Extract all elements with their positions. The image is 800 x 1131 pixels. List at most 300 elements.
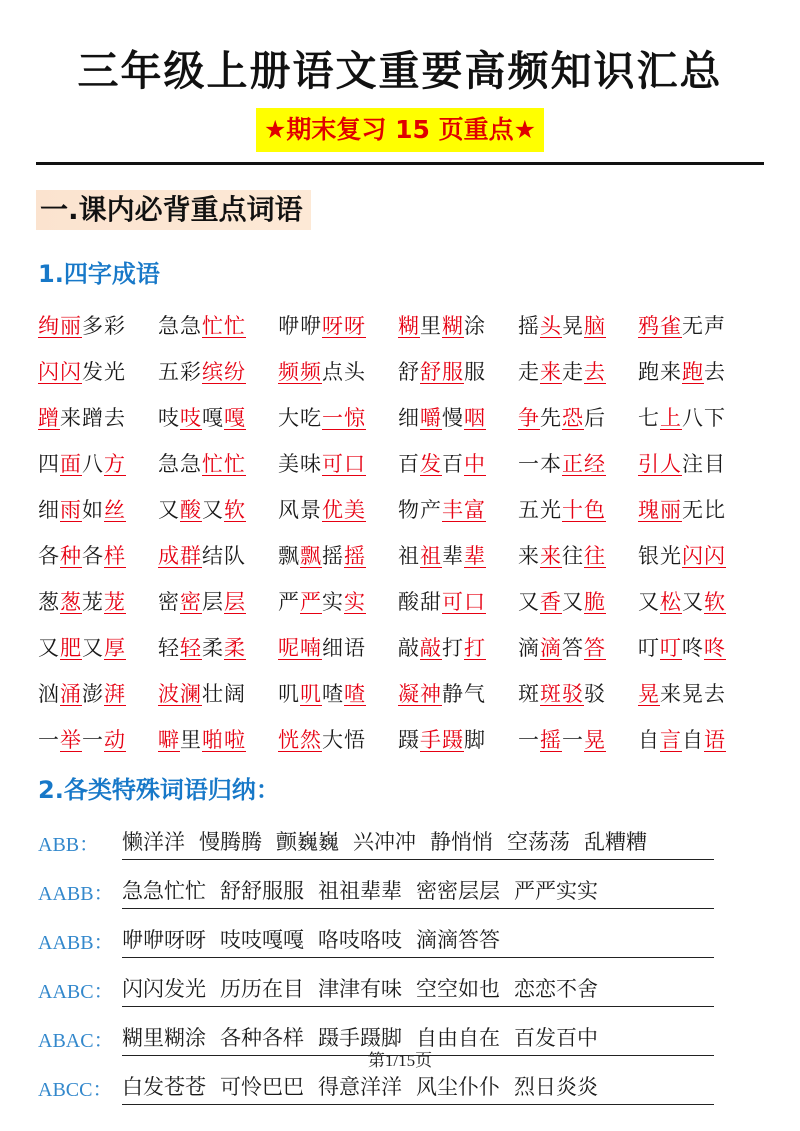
idiom-text: 咚: [682, 636, 704, 660]
idiom: [518, 402, 638, 432]
idiom-highlight: 波澜: [158, 682, 202, 706]
idiom-highlight: 摇: [540, 728, 562, 752]
idiom: [38, 586, 158, 616]
idiom-highlight: 层: [224, 590, 246, 614]
idiom-text: 又: [158, 498, 180, 522]
idiom-highlight: 茏: [104, 590, 126, 614]
idiom-highlight: 吱: [180, 406, 202, 430]
idiom-highlight: 成群: [158, 544, 202, 568]
idiom-highlight: 厚: [104, 636, 126, 660]
idiom-highlight: 噼: [158, 728, 180, 752]
idiom-highlight: 来: [540, 544, 562, 568]
category-word: 舒舒服服: [220, 878, 304, 903]
idiom-grid: [38, 302, 758, 762]
idiom-highlight: 丰富: [442, 498, 486, 522]
idiom-highlight: 飘: [300, 544, 322, 568]
idiom-highlight: 肥: [60, 636, 82, 660]
idiom-text: 走: [562, 360, 584, 384]
idiom-text: 酸甜: [398, 590, 442, 614]
idiom-highlight: 十色: [562, 498, 606, 522]
idiom-highlight: 软: [224, 498, 246, 522]
idiom-text: 来晃去: [660, 682, 726, 706]
category-word: 滴滴答答: [416, 927, 500, 952]
idiom: [38, 310, 158, 340]
category-word: 咿咿呀呀: [122, 927, 206, 952]
idiom-text: 静气: [442, 682, 486, 706]
idiom-text: 五光: [518, 498, 562, 522]
idiom-row: [38, 716, 758, 762]
idiom-text: 急急: [158, 314, 202, 338]
idiom-highlight: 鸦雀: [638, 314, 682, 338]
category-word: 急急忙忙: [122, 878, 206, 903]
idiom: [158, 494, 278, 524]
category-word: 得意洋洋: [318, 1074, 402, 1099]
idiom-text: 飘: [278, 544, 300, 568]
idiom-highlight: 丝: [104, 498, 126, 522]
category-label: ABCC：: [38, 1079, 113, 1101]
idiom-highlight: 湃: [104, 682, 126, 706]
idiom: [38, 540, 158, 570]
idiom-text: 细: [38, 498, 60, 522]
category-word: 津津有味: [318, 976, 402, 1001]
idiom-text: 舒: [398, 360, 420, 384]
idiom-text: 又: [38, 636, 60, 660]
idiom-text: 汹: [38, 682, 60, 706]
idiom-text: 敲: [398, 636, 420, 660]
subtitle: ★期末复习 15 页重点★: [256, 108, 544, 152]
idiom-text: 结队: [202, 544, 246, 568]
idiom: [278, 724, 398, 754]
idiom-text: 葱: [38, 590, 60, 614]
idiom-text: 细: [398, 406, 420, 430]
category-word: 蹑手蹑脚: [318, 1025, 402, 1050]
idiom: [638, 494, 758, 524]
idiom-highlight: 头: [540, 314, 562, 338]
idiom-highlight: 啪啦: [202, 728, 246, 752]
idiom: [398, 310, 518, 340]
category-word: 恋恋不舍: [514, 976, 598, 1001]
idiom-highlight: 雨: [60, 498, 82, 522]
category-word: 慢腾腾: [199, 829, 262, 854]
idiom-text: 咿咿: [278, 314, 322, 338]
idiom-highlight: 恐: [562, 406, 584, 430]
idiom-text: 涂: [464, 314, 486, 338]
idiom-text: 又: [82, 636, 104, 660]
idiom: [158, 586, 278, 616]
category-label: ABAC：: [38, 1030, 114, 1052]
idiom: [518, 356, 638, 386]
category-word: 可怜巴巴: [220, 1074, 304, 1099]
idiom-highlight: 敲: [420, 636, 442, 660]
idiom-text: 里: [420, 314, 442, 338]
idiom-highlight: 香: [540, 590, 562, 614]
idiom-text: 先: [540, 406, 562, 430]
idiom-text: 又: [638, 590, 660, 614]
idiom-row: [38, 670, 758, 716]
category-label: ABB：: [38, 834, 100, 856]
idiom-highlight: 辈: [464, 544, 486, 568]
idiom-highlight: 糊: [442, 314, 464, 338]
idiom-text: 密: [158, 590, 180, 614]
category-word: 历历在目: [220, 976, 304, 1001]
idiom: [278, 402, 398, 432]
idiom-highlight: 动: [104, 728, 126, 752]
category-word: 懒洋洋: [122, 829, 185, 854]
idiom-text: 茏: [82, 590, 104, 614]
idiom-highlight: 频频: [278, 360, 322, 384]
idiom-highlight: 恍然: [278, 728, 322, 752]
idiom-text: 轻: [158, 636, 180, 660]
idiom-highlight: 面: [60, 452, 82, 476]
idiom: [158, 356, 278, 386]
idiom: [158, 448, 278, 478]
idiom-highlight: 严: [300, 590, 322, 614]
idiom-highlight: 叮: [660, 636, 682, 660]
idiom: [398, 540, 518, 570]
category-word: 兴冲冲: [353, 829, 416, 854]
category-row: [38, 818, 758, 867]
idiom-highlight: 软: [704, 590, 726, 614]
idiom: [278, 310, 398, 340]
idiom-text: 叽: [278, 682, 300, 706]
category-label: AABB：: [38, 932, 114, 954]
idiom-text: 大吃: [278, 406, 322, 430]
idiom-text: 点头: [322, 360, 366, 384]
idiom-text: 来: [518, 544, 540, 568]
section-heading: 一.课内必背重点词语: [36, 190, 311, 230]
idiom: [38, 632, 158, 662]
idiom-text: 一: [38, 728, 60, 752]
idiom-highlight: 摇: [344, 544, 366, 568]
idiom: [518, 540, 638, 570]
subtitle-banner: [0, 108, 800, 152]
idiom-text: 来蹭去: [60, 406, 126, 430]
idiom: [278, 540, 398, 570]
idiom: [398, 356, 518, 386]
idiom: [398, 448, 518, 478]
idiom-text: 一: [518, 728, 540, 752]
idiom-text: 八下: [682, 406, 726, 430]
idiom-highlight: 脆: [584, 590, 606, 614]
idiom-text: 自: [682, 728, 704, 752]
idiom-highlight: 忙忙: [202, 452, 246, 476]
idiom-highlight: 闪闪: [38, 360, 82, 384]
idiom: [518, 586, 638, 616]
idiom-highlight: 引人: [638, 452, 682, 476]
idiom: [38, 448, 158, 478]
idiom: [38, 678, 158, 708]
category-word: 闪闪发光: [122, 976, 206, 1001]
idiom-highlight: 一惊: [322, 406, 366, 430]
idiom-highlight: 葱: [60, 590, 82, 614]
category-word: 白发苍苍: [122, 1074, 206, 1099]
idiom-highlight: 语: [704, 728, 726, 752]
idiom-text: 又: [682, 590, 704, 614]
idiom-highlight: 祖: [420, 544, 442, 568]
title-divider: [36, 162, 764, 165]
idiom-highlight: 种: [60, 544, 82, 568]
idiom-text: 晃: [562, 314, 584, 338]
idiom-highlight: 咚: [704, 636, 726, 660]
idiom: [158, 724, 278, 754]
idiom-text: 无比: [682, 498, 726, 522]
idiom-text: 吱: [158, 406, 180, 430]
idiom-highlight: 密: [180, 590, 202, 614]
idiom-text: 答: [562, 636, 584, 660]
category-row: [38, 916, 758, 965]
idiom-text: 滴: [518, 636, 540, 660]
idiom-text: 走: [518, 360, 540, 384]
idiom-text: 细语: [322, 636, 366, 660]
idiom-text: 柔: [202, 636, 224, 660]
idiom-highlight: 嚼: [420, 406, 442, 430]
idiom-row: [38, 578, 758, 624]
category-word: 严严实实: [514, 878, 598, 903]
idiom-text: 去: [704, 360, 726, 384]
idiom-text: 脚: [464, 728, 486, 752]
idiom-text: 七: [638, 406, 660, 430]
idiom-text: 严: [278, 590, 300, 614]
idiom-highlight: 呀呀: [322, 314, 366, 338]
idiom-row: [38, 302, 758, 348]
category-words: [122, 1071, 714, 1105]
idiom-text: 摇: [322, 544, 344, 568]
category-word: 百发百中: [514, 1025, 598, 1050]
idiom-row: [38, 532, 758, 578]
idiom-text: 银光: [638, 544, 682, 568]
idiom-highlight: 跑: [682, 360, 704, 384]
idiom: [638, 540, 758, 570]
idiom-highlight: 上: [660, 406, 682, 430]
page-title: 三年级上册语文重要高频知识汇总: [77, 47, 723, 95]
idiom-highlight: 柔: [224, 636, 246, 660]
idiom: [38, 356, 158, 386]
category-words: [122, 924, 714, 958]
idiom-highlight: 优美: [322, 498, 366, 522]
category-words: [122, 973, 714, 1007]
idiom-highlight: 斑驳: [540, 682, 584, 706]
idiom-highlight: 可口: [442, 590, 486, 614]
idiom-highlight: 打: [464, 636, 486, 660]
idiom-highlight: 松: [660, 590, 682, 614]
idiom-text: 祖: [398, 544, 420, 568]
idiom-highlight: 去: [584, 360, 606, 384]
idiom-text: 打: [442, 636, 464, 660]
idiom-text: 层: [202, 590, 224, 614]
category-word: 空空如也: [416, 976, 500, 1001]
idiom-highlight: 瑰丽: [638, 498, 682, 522]
idiom-text: 无声: [682, 314, 726, 338]
idiom: [278, 586, 398, 616]
idiom-highlight: 糊: [398, 314, 420, 338]
category-label: AABC：: [38, 981, 114, 1003]
idiom-text: 服: [464, 360, 486, 384]
idiom-highlight: 举: [60, 728, 82, 752]
idiom-text: 一: [562, 728, 584, 752]
idiom-highlight: 发: [420, 452, 442, 476]
idiom-text: 自: [638, 728, 660, 752]
idiom-text: 实: [322, 590, 344, 614]
idiom-text: 又: [562, 590, 584, 614]
idiom-text: 跑来: [638, 360, 682, 384]
idiom: [158, 540, 278, 570]
idiom-text: 各: [38, 544, 60, 568]
category-word: 咯吱咯吱: [318, 927, 402, 952]
idiom-highlight: 实: [344, 590, 366, 614]
idiom-highlight: 手蹑: [420, 728, 464, 752]
idiom-text: 风景: [278, 498, 322, 522]
idiom-text: 各: [82, 544, 104, 568]
idiom-text: 一本: [518, 452, 562, 476]
idiom-text: 百: [398, 452, 420, 476]
category-words: [122, 875, 714, 909]
idiom-text: 大悟: [322, 728, 366, 752]
idiom-text: 嘎: [202, 406, 224, 430]
category-word: 风尘仆仆: [416, 1074, 500, 1099]
idiom-highlight: 凝神: [398, 682, 442, 706]
idiom: [638, 356, 758, 386]
idiom: [158, 678, 278, 708]
category-word: 静悄悄: [430, 829, 493, 854]
idiom-highlight: 争: [518, 406, 540, 430]
idiom-highlight: 方: [104, 452, 126, 476]
idiom: [518, 678, 638, 708]
idiom-highlight: 蹭: [38, 406, 60, 430]
idiom: [638, 586, 758, 616]
idiom-text: 蹑: [398, 728, 420, 752]
idiom: [518, 310, 638, 340]
idiom-text: 辈: [442, 544, 464, 568]
idiom-highlight: 舒服: [420, 360, 464, 384]
idiom-row: [38, 624, 758, 670]
idiom-text: 斑: [518, 682, 540, 706]
subheading-categories: 2.各类特殊词语归纳：: [38, 776, 280, 804]
category-word: 各种各样: [220, 1025, 304, 1050]
idiom: [398, 678, 518, 708]
idiom-text: 摇: [518, 314, 540, 338]
category-words: [122, 826, 714, 860]
idiom-text: 慢: [442, 406, 464, 430]
idiom-text: 注目: [682, 452, 726, 476]
idiom: [278, 356, 398, 386]
idiom: [398, 402, 518, 432]
idiom-highlight: 嘎: [224, 406, 246, 430]
idiom-text: 又: [202, 498, 224, 522]
idiom-text: 发光: [82, 360, 126, 384]
idiom-highlight: 缤纷: [202, 360, 246, 384]
idiom-highlight: 轻: [180, 636, 202, 660]
idiom-highlight: 涌: [60, 682, 82, 706]
idiom: [638, 632, 758, 662]
idiom-highlight: 样: [104, 544, 126, 568]
idiom-text: 驳: [584, 682, 606, 706]
idiom: [38, 724, 158, 754]
category-word: 自由自在: [416, 1025, 500, 1050]
idiom: [518, 494, 638, 524]
idiom-text: 美味: [278, 452, 322, 476]
idiom-text: 喳: [322, 682, 344, 706]
idiom: [278, 678, 398, 708]
idiom: [638, 448, 758, 478]
category-word: 空荡荡: [507, 829, 570, 854]
idiom: [638, 310, 758, 340]
idiom: [398, 724, 518, 754]
idiom-highlight: 脑: [584, 314, 606, 338]
idiom-text: 后: [584, 406, 606, 430]
category-word: 颤巍巍: [276, 829, 339, 854]
idiom: [518, 724, 638, 754]
idiom: [398, 632, 518, 662]
idiom-text: 叮: [638, 636, 660, 660]
idiom-text: 壮阔: [202, 682, 246, 706]
idiom-text: 多彩: [82, 314, 126, 338]
idiom-text: 又: [518, 590, 540, 614]
idiom-highlight: 可口: [322, 452, 366, 476]
idiom-highlight: 往: [584, 544, 606, 568]
idiom: [158, 310, 278, 340]
idiom-text: 如: [82, 498, 104, 522]
idiom-highlight: 中: [464, 452, 486, 476]
idiom-text: 里: [180, 728, 202, 752]
idiom: [158, 402, 278, 432]
idiom-row: [38, 348, 758, 394]
idiom-highlight: 喳: [344, 682, 366, 706]
category-word: 密密层层: [416, 878, 500, 903]
category-label: AABB：: [38, 883, 114, 905]
idiom-highlight: 晃: [584, 728, 606, 752]
idiom-highlight: 呢喃: [278, 636, 322, 660]
idiom-text: 四: [38, 452, 60, 476]
idiom: [638, 678, 758, 708]
idiom-highlight: 闪闪: [682, 544, 726, 568]
idiom-text: 百: [442, 452, 464, 476]
idiom: [278, 448, 398, 478]
idiom-highlight: 答: [584, 636, 606, 660]
idiom-highlight: 言: [660, 728, 682, 752]
category-row: [38, 965, 758, 1014]
category-word: 祖祖辈辈: [318, 878, 402, 903]
idiom-highlight: 来: [540, 360, 562, 384]
idiom-text: 往: [562, 544, 584, 568]
page-number: 第1/15页: [367, 1051, 433, 1070]
idiom: [158, 632, 278, 662]
idiom: [518, 448, 638, 478]
idiom: [518, 632, 638, 662]
idiom-row: [38, 440, 758, 486]
idiom: [638, 402, 758, 432]
idiom-text: 澎: [82, 682, 104, 706]
idiom-highlight: 绚丽: [38, 314, 82, 338]
idiom-row: [38, 486, 758, 532]
category-word: 烈日炎炎: [514, 1074, 598, 1099]
idiom-highlight: 晃: [638, 682, 660, 706]
category-word: 乱糟糟: [584, 829, 647, 854]
subheading-idioms: 1.四字成语: [38, 260, 160, 288]
category-row: [38, 867, 758, 916]
idiom-highlight: 叽: [300, 682, 322, 706]
idiom-highlight: 滴: [540, 636, 562, 660]
idiom-highlight: 咽: [464, 406, 486, 430]
idiom: [278, 632, 398, 662]
idiom: [38, 402, 158, 432]
category-word: 吱吱嘎嘎: [220, 927, 304, 952]
idiom-text: 八: [82, 452, 104, 476]
idiom: [638, 724, 758, 754]
idiom: [398, 494, 518, 524]
idiom-row: [38, 394, 758, 440]
idiom: [38, 494, 158, 524]
idiom: [278, 494, 398, 524]
